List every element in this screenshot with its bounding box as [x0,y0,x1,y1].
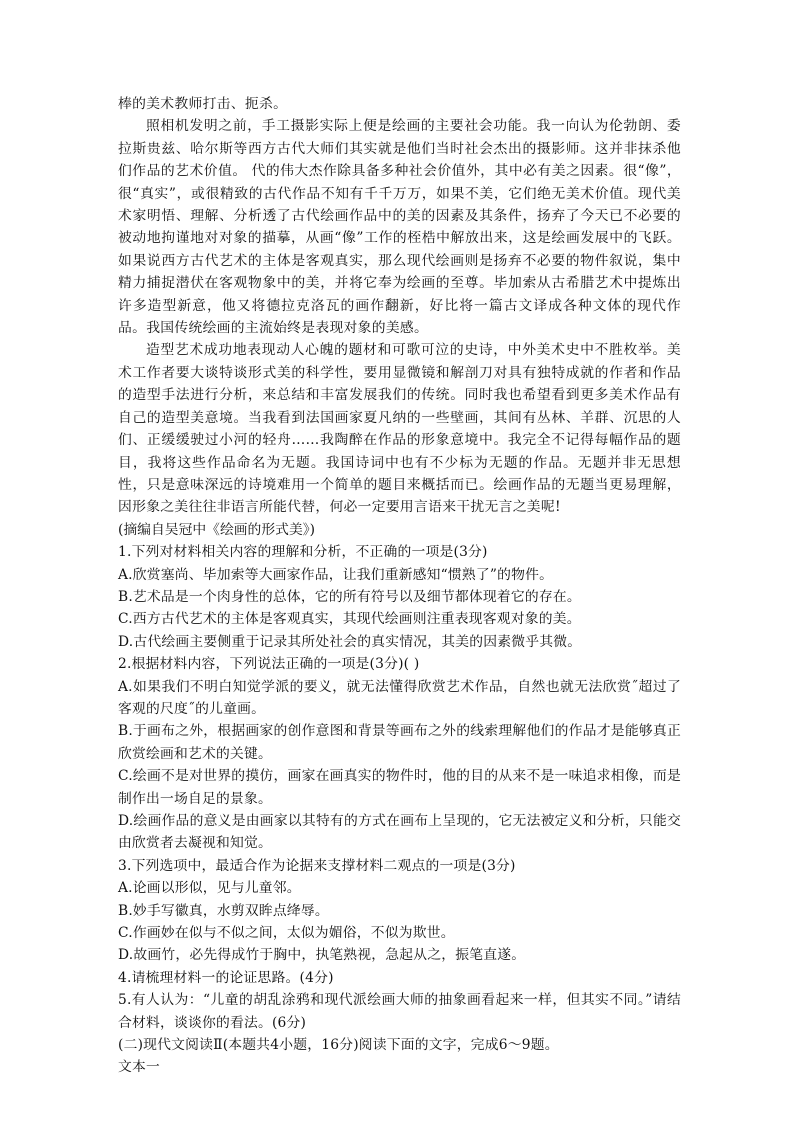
question-2-option-a: A.如果我们不明白知觉学派的要义，就无法懂得欣赏艺术作品，自然也就无法欣赏˝超过了客观的尺度˝的儿童画。 [118,678,681,717]
question-4-stem: 4.请梳理材料一的论证思路。(4分) [118,969,334,986]
question-2-option-b: B.于画布之外，根据画家的创作意图和背景等画布之外的线索理解他们的作品才是能够真正欣赏绘画和艺术的关键。 [118,723,681,762]
question-1-option-c: C.西方古代艺术的主体是客观真实，其现代绘画则注重表现客观对象的美。 [118,611,581,628]
question-1-stem: 1.下列对材料相关内容的理解和分析，不正确的一项是(3分) [118,544,488,561]
question-2 [118,653,681,855]
question-3-option-d: D.故画竹，必先得成竹于胸中，执笔熟视，急起从之，振笔直遂。 [118,947,526,964]
section-heading: (二)现代文阅读Ⅱ(本题共4小题，16分)阅读下面的文字，完成6～9题。 [118,1037,559,1054]
question-5-stem: 5.有人认为：“儿童的胡乱涂鸦和现代派绘画大师的抽象画看起来一样，但其实不同。”请结合材料，谈谈你的看法。(6分) [118,992,681,1031]
question-1-option-d: D.古代绘画主要侧重于记录其所处社会的真实情况，其美的因素微乎其微。 [118,633,582,650]
question-3-option-a: A.论画以形似，见与儿童邻。 [118,880,301,897]
article-source: (摘编自吴冠中《绘画的形式美》) [118,521,316,538]
question-3-stem: 3.下列选项中，最适合作为论据来支撑材料二观点的一项是(3分) [118,857,516,874]
question-3-option-b: B.妙手写徽真，水剪双眸点绛辱。 [118,902,329,919]
question-1 [118,541,681,653]
question-1-option-a: A.欣赏塞尚、毕加索等大画家作品，让我们重新感知“惯熟了”的物件。 [118,566,554,583]
article-paragraph-1: 照相机发明之前，手工摄影实际上便是绘画的主要社会功能。我一向认为伦勃朗、委拉斯贵兹、哈尔斯等西方古代大师们其实就是他们当时社会杰出的摄影师。这并非抹杀他们作品的艺术价值。 代的伟大杰作除具备多种社会价值外，其中必有美之因素。很“像”，很“真实”，或很精致的古代作品不知有千千万万，如果不美，它们绝无美术价值。现代美术家明悟、理解、分析透了古代绘画作品中的美的因素及其条件，扬弃了今天已不必要的被动地拘谨地对对象的描摹，从画“像”工作的桎梏中解放出来，这是绘画发展中的飞跃。如果说西方古代艺术的主体是客观真实，那么现代绘画则是扬弃不必要的物件叙说，集中精力捕捉潜伏在客观物象中的美，并将它奉为绘画的至尊。毕加索从古希腊艺术中提炼出许多造型新意，他又将德拉克洛瓦的画作翻新，好比将一篇古文译成各种文体的现代作品。我国传统绘画的主流始终是表现对象的美感。 [118,118,681,337]
question-2-option-c: C.绘画不是对世界的摸仿，画家在画真实的物件时，他的目的从来不是一味追求相像，而是制作出一场自足的景象。 [118,768,681,807]
article-paragraph-0: 棒的美术教师打击、扼杀。 [118,96,288,112]
question-2-option-d: D.绘画作品的意义是由画家以其特有的方式在画布上呈现的，它无法被定义和分析，只能交由欣赏者去凝视和知觉。 [118,813,681,852]
question-2-stem: 2.根据材料内容，下列说法正确的一项是(3分)( ) [118,656,420,673]
article-paragraph-2: 造型艺术成功地表现动人心魄的题材和可歌可泣的史诗，中外美术史中不胜枚举。美术工作者要大谈特谈形式美的科学性，要用显微镜和解剖刀对具有独特成就的作者和作品的造型手法进行分析，来总结和丰富发展我们的传统。同时我也希望看到更多美术作品有自己的造型美意境。当我看到法国画家夏凡纳的一些壁画，其间有丛林、羊群、沉思的人们、正缓缓驶过小河的轻舟……我陶醉在作品的形象意境中。我完全不记得每幅作品的题目，我将这些作品命名为无题。我国诗词中也有不少标为无题的作品。无题并非无思想性，只是意味深远的诗境难用一个简单的题目来概括而已。绘画作品的无题当更易理解，因形象之美往往非语言所能代替，何必一定要用言语来干扰无言之美呢! [118,342,681,516]
question-1-option-b: B.艺术品是一个肉身性的总体，它的所有符号以及细节都体现着它的存在。 [118,588,581,605]
text-label: 文本一 [118,1059,160,1076]
question-3 [118,855,681,967]
question-3-option-c: C.作画妙在似与不似之间，太似为媚俗，不似为欺世。 [118,925,455,942]
